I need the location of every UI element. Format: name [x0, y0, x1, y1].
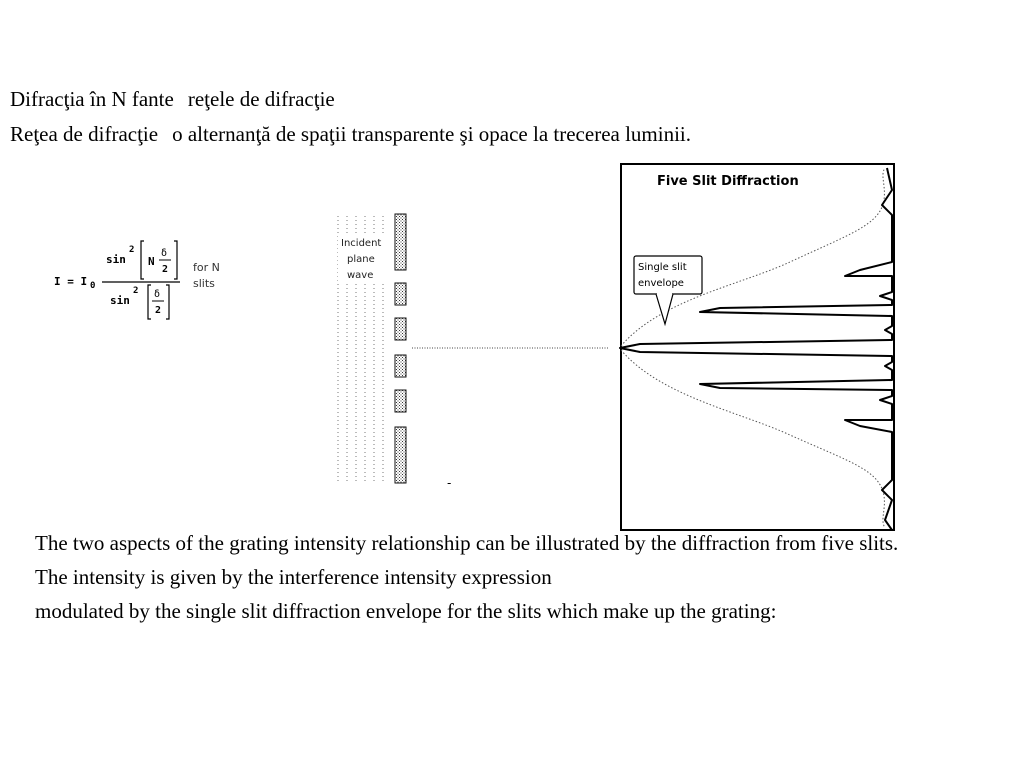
numerator-N: N	[148, 255, 155, 268]
grating-barrier	[395, 214, 406, 483]
small-mark: -	[447, 476, 452, 490]
denominator-sin: sin	[110, 294, 130, 307]
heading-1-part-b: reţele de difracţie	[187, 87, 335, 111]
description-para-2: modulated by the single slit diffraction envelope for the slits which make up the grating:	[35, 599, 777, 623]
formula-note-line-1: for N	[193, 261, 220, 274]
formula-lhs: I = I	[54, 275, 88, 288]
chart-frame	[621, 164, 894, 530]
envelope-label-2: envelope	[638, 278, 684, 289]
heading-2-part-a: Reţea de difracţie	[10, 122, 159, 146]
heading-1-part-a: Difracţia în N fante	[10, 87, 174, 111]
denominator-delta: δ	[154, 289, 161, 300]
numerator-power: 2	[129, 245, 135, 255]
numerator-two: 2	[162, 264, 169, 275]
description	[35, 526, 915, 628]
chart-title: Five Slit Diffraction	[657, 174, 799, 189]
heading-2-part-b: o alternanţă de spaţii transparente şi opace la trecerea luminii.	[172, 122, 692, 146]
incident-label-2: plane	[347, 254, 375, 265]
denominator-two: 2	[155, 305, 162, 316]
denominator-power: 2	[133, 286, 139, 296]
envelope-label-1: Single slit	[638, 262, 687, 273]
incident-label-3: wave	[347, 270, 374, 281]
formula-note-line-2: slits	[193, 277, 215, 290]
formula-lhs-sub: 0	[90, 281, 96, 291]
incident-label-1: Incident	[341, 238, 382, 249]
numerator-delta: δ	[161, 248, 168, 259]
description-para-1: The two aspects of the grating intensity relationship can be illustrated by the diffraction from five slits. The intensity is given by the interference intensity expression	[35, 531, 899, 589]
numerator-sin: sin	[106, 253, 126, 266]
